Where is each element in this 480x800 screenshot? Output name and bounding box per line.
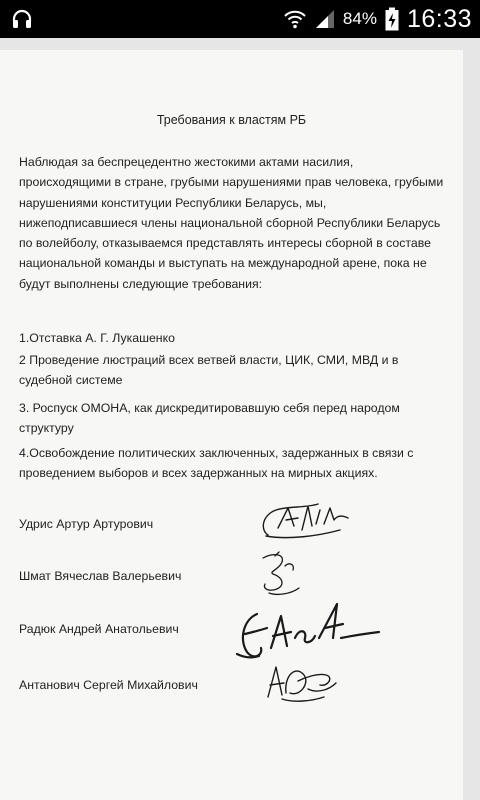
signatory-name-1: Удрис Артур Артурович [19,517,154,531]
signature-2 [255,548,315,603]
wifi-icon [283,8,307,30]
headphones-icon [10,7,34,31]
battery-charging-icon [385,7,399,31]
signature-1 [258,490,358,550]
clock: 16:33 [406,4,472,33]
signatory-name-4: Антанович Сергей Михайлович [19,678,198,692]
document-view[interactable] [0,38,480,800]
demand-item-3: 3. Роспуск ОМОНА, как дискредитировавшую себя перед народом структуру [19,401,400,435]
signature-4 [262,653,342,708]
signatory-name-2: Шмат Вячеслав Валерьевич [19,569,182,583]
demand-item-2: 2 Проведение люстраций всех ветвей власти, ЦИК, СМИ, МВД и в судебной системе [19,353,399,387]
signatory-name-3: Радюк Андрей Анатольевич [19,622,179,636]
status-bar [0,0,480,38]
document-paper [0,50,463,800]
demand-item-4: 4.Освобождение политических заключенных, задержанных в связи с проведением выборов и всех задержанных на мирных акциях. [19,446,414,480]
intro-paragraph: Наблюдая за беспрецедентно жестокими актами насилия, происходящими в стране, грубыми нарушениями прав человека, грубыми нарушениями конституции Республики Беларусь, мы, нижеподписавшиеся члены национальной сборной Республики Беларусь по волейболу, отказываемся представлять интересы сборной в составе национальной команды и выступать на международной арене, пока не будут выполнены следующие требования: [19,155,444,291]
cell-signal-icon [315,9,335,29]
demand-item-1: 1.Отставка А. Г. Лукашенко [19,331,175,345]
document-title: Требования к властям РБ [156,113,307,127]
battery-percent: 84% [342,9,377,28]
